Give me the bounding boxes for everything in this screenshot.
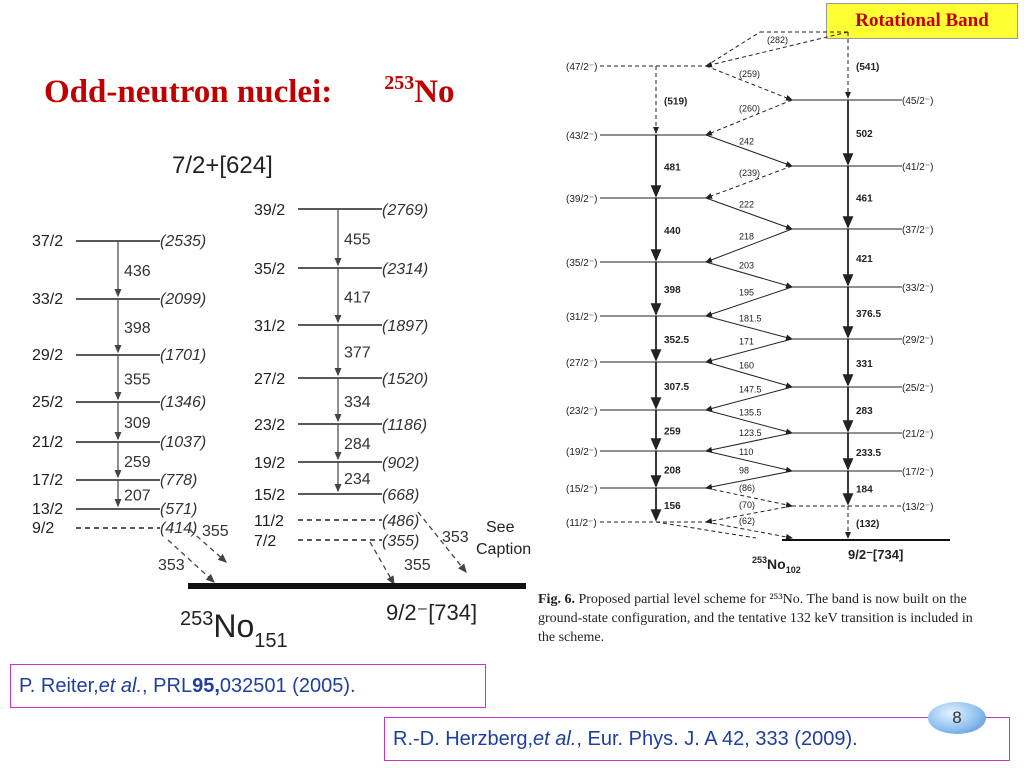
spin-label: (29/2⁻) bbox=[902, 335, 934, 346]
energy-label: (668) bbox=[382, 487, 420, 504]
spin-label: 39/2 bbox=[254, 202, 286, 219]
energy-label: (778) bbox=[160, 472, 198, 489]
energy-label: (1037) bbox=[160, 434, 207, 451]
transition-energy: 436 bbox=[124, 263, 151, 280]
spin-label: 27/2 bbox=[254, 371, 286, 388]
transition-energy: 455 bbox=[344, 231, 371, 249]
transition-energy: 307.5 bbox=[664, 382, 690, 393]
transition-energy: 207 bbox=[124, 487, 151, 505]
transition-energy: 234 bbox=[344, 471, 371, 488]
spin-label: (23/2⁻) bbox=[566, 406, 598, 417]
energy-label: (2314) bbox=[382, 261, 429, 278]
reference-reiter: P. Reiter, et al. , PRL 95, 032501 (2005). bbox=[10, 664, 486, 708]
spin-label: (45/2⁻) bbox=[902, 96, 934, 107]
transition-energy: 377 bbox=[344, 344, 371, 362]
transition-energy: (519) bbox=[664, 96, 688, 108]
spin-label: 17/2 bbox=[32, 472, 64, 489]
spin-label: (21/2⁻) bbox=[902, 429, 934, 440]
spin-label: (25/2⁻) bbox=[902, 383, 934, 394]
spin-label: (47/2⁻) bbox=[566, 62, 598, 73]
figure-caption bbox=[538, 590, 988, 647]
reference-herzberg: R.-D. Herzberg, et al. , Eur. Phys. J. A 42, 333 (2009). bbox=[384, 717, 1010, 761]
transition-energy: 309 bbox=[124, 415, 151, 432]
energy-label: (355) bbox=[382, 533, 420, 550]
transition-energy: 417 bbox=[344, 289, 371, 307]
spin-label: 21/2 bbox=[32, 434, 64, 451]
decay-energy: 353 bbox=[442, 529, 469, 546]
spin-label: 33/2 bbox=[32, 291, 64, 308]
spin-label: 25/2 bbox=[32, 394, 64, 411]
transition-energy: (541) bbox=[856, 62, 880, 73]
title-nucleus: $^{253}$No bbox=[384, 72, 455, 110]
caption-label: Fig. 6. bbox=[538, 592, 575, 607]
crossover-energy: 218 bbox=[739, 231, 755, 242]
spin-label: (11/2⁻) bbox=[566, 518, 597, 529]
crossover-energy: 110 bbox=[739, 447, 754, 457]
transition-energy: 461 bbox=[856, 193, 873, 205]
crossover-energy: 203 bbox=[739, 260, 755, 271]
transition-energy: 440 bbox=[664, 226, 681, 237]
transition-energy: 283 bbox=[856, 406, 873, 417]
transition-energy: 184 bbox=[856, 484, 873, 496]
spin-label: (35/2⁻) bbox=[566, 258, 598, 269]
transition-energy: 355 bbox=[124, 371, 151, 389]
crossover-energy: (70) bbox=[739, 500, 756, 510]
crossover-energy: 123.5 bbox=[739, 428, 762, 438]
right-nucleus-label: $^{253}No_{102}$ bbox=[752, 555, 801, 575]
transition-energy: 233.5 bbox=[856, 448, 882, 459]
energy-label: (486) bbox=[382, 513, 420, 530]
left-scheme-band-a bbox=[32, 233, 206, 537]
crossover-energy: 147.5 bbox=[739, 384, 762, 395]
see-caption-line1: See bbox=[486, 519, 515, 536]
crossover-energy: (239) bbox=[739, 168, 761, 178]
crossover-energy: 222 bbox=[739, 199, 755, 210]
energy-label: (902) bbox=[382, 455, 420, 472]
spin-label: 11/2 bbox=[254, 513, 284, 530]
right-scheme-crossover-transitions bbox=[706, 32, 848, 538]
spin-label: 35/2 bbox=[254, 261, 286, 278]
left-band-title: 7/2+[624] bbox=[172, 152, 273, 179]
spin-label: 15/2 bbox=[254, 487, 286, 504]
transition-energy: 398 bbox=[124, 320, 151, 337]
spin-label: 19/2 bbox=[254, 455, 286, 472]
crossover-energy: (86) bbox=[739, 483, 756, 493]
title-text: Odd-neutron nuclei: bbox=[44, 74, 333, 110]
crossover-energy: 242 bbox=[739, 136, 755, 147]
see-caption-line2: Caption bbox=[476, 541, 532, 558]
spin-label: 31/2 bbox=[254, 318, 286, 335]
transition-energy: 421 bbox=[856, 254, 873, 265]
crossover-energy: 98 bbox=[739, 465, 750, 476]
right-level-scheme bbox=[530, 0, 1024, 590]
transition-energy: 331 bbox=[856, 359, 873, 370]
spin-label: 13/2 bbox=[32, 501, 64, 518]
spin-label: (31/2⁻) bbox=[566, 312, 598, 323]
energy-label: (2535) bbox=[160, 233, 207, 250]
spin-label: (37/2⁻) bbox=[902, 225, 934, 236]
spin-label: (43/2⁻) bbox=[566, 131, 598, 142]
crossover-energy: 171 bbox=[739, 336, 755, 347]
left-scheme-decays bbox=[158, 512, 469, 584]
crossover-energy: (282) bbox=[767, 35, 789, 45]
spin-label: 29/2 bbox=[32, 347, 64, 364]
transition-energy: 156 bbox=[664, 501, 681, 512]
left-nucleus-label: $^{253}No_{151}$ bbox=[180, 608, 288, 652]
page-number-badge: 8 bbox=[928, 702, 986, 734]
transition-energy: 208 bbox=[664, 465, 681, 477]
crossover-energy: (260) bbox=[739, 103, 761, 114]
energy-label: (2769) bbox=[382, 202, 429, 219]
transition-energy: 352.5 bbox=[664, 335, 690, 346]
decay-energy: 353 bbox=[158, 557, 185, 574]
spin-label: (15/2⁻) bbox=[566, 484, 598, 495]
transition-energy: 284 bbox=[344, 436, 371, 453]
transition-energy: (132) bbox=[856, 519, 880, 530]
energy-label: (2099) bbox=[160, 291, 207, 308]
crossover-energy: 181.5 bbox=[739, 313, 762, 324]
transition-energy: 481 bbox=[664, 162, 681, 174]
energy-label: (1186) bbox=[382, 417, 428, 434]
crossover-energy: (259) bbox=[739, 69, 761, 79]
left-ground-label: 9/2⁻[734] bbox=[386, 600, 478, 625]
spin-label: (33/2⁻) bbox=[902, 283, 934, 294]
spin-label: (39/2⁻) bbox=[566, 194, 598, 205]
decay-energy: 355 bbox=[202, 523, 229, 540]
top-link bbox=[706, 32, 760, 66]
energy-label: (414) bbox=[160, 520, 198, 537]
transition-energy: 398 bbox=[664, 285, 681, 296]
crossover-energy: 160 bbox=[739, 360, 755, 371]
energy-label: (1897) bbox=[382, 318, 429, 335]
transition-energy: 376.5 bbox=[856, 309, 882, 320]
spin-label: 7/2 bbox=[254, 533, 277, 550]
spin-label: (19/2⁻) bbox=[566, 447, 598, 458]
transition-energy: 259 bbox=[124, 454, 151, 471]
energy-label: (1346) bbox=[160, 394, 207, 411]
spin-label: (41/2⁻) bbox=[902, 162, 934, 173]
crossover-energy: 195 bbox=[739, 287, 755, 298]
spin-label: (27/2⁻) bbox=[566, 358, 598, 369]
crossover-energy: (62) bbox=[739, 516, 756, 526]
spin-label: (13/2⁻) bbox=[902, 502, 934, 513]
left-scheme-band-b bbox=[254, 202, 428, 550]
rotational-band-badge: Rotational Band bbox=[826, 3, 1018, 39]
left-level-scheme bbox=[0, 0, 540, 665]
crossover-energy: 135.5 bbox=[739, 407, 762, 418]
right-ground-label: 9/2⁻[734] bbox=[848, 547, 904, 562]
energy-label: (571) bbox=[160, 501, 198, 518]
spin-label: 23/2 bbox=[254, 417, 286, 434]
energy-label: (1701) bbox=[160, 347, 207, 364]
spin-label: 9/2 bbox=[32, 520, 55, 537]
spin-label: (17/2⁻) bbox=[902, 467, 934, 478]
transition-energy: 259 bbox=[664, 426, 681, 438]
energy-label: (1520) bbox=[382, 371, 429, 388]
spin-label: 37/2 bbox=[32, 233, 64, 250]
transition-energy: 502 bbox=[856, 129, 873, 140]
transition-energy: 334 bbox=[344, 394, 371, 411]
decay-energy: 355 bbox=[404, 557, 431, 574]
caption-text: Proposed partial level scheme for ²⁵³No. The band is now built on the ground-state configuration, and the tentative 132 keV transition is included in the scheme. bbox=[538, 592, 973, 645]
